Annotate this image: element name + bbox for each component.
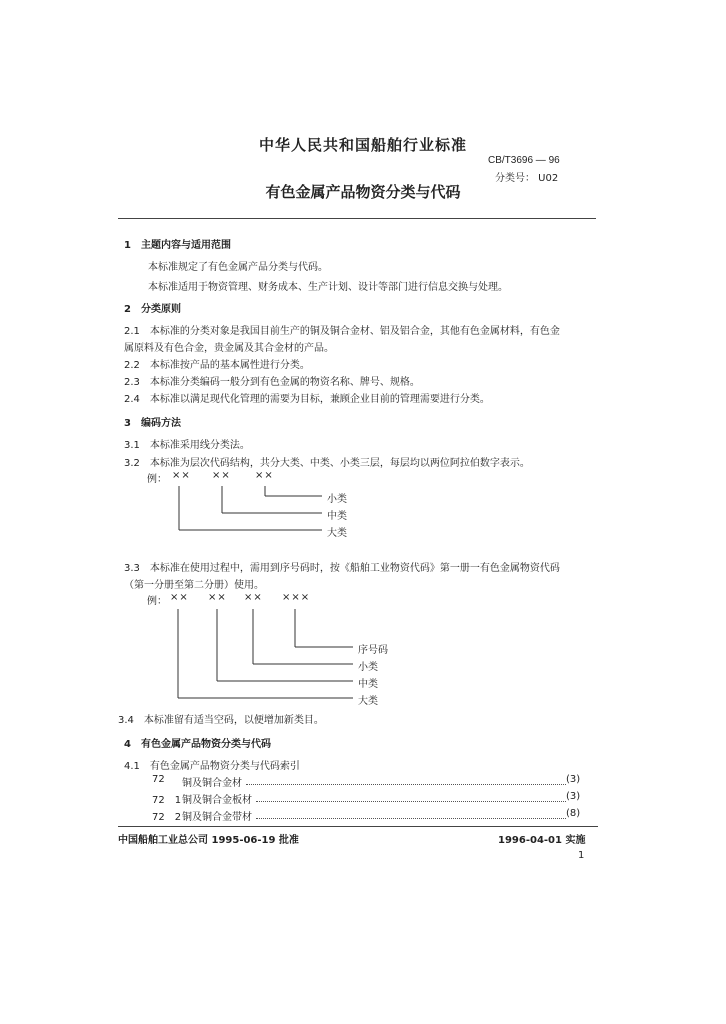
diagram-2-code: ×× xyxy=(244,592,263,603)
index-row-code: 72 2 xyxy=(152,812,182,823)
index-row-leader xyxy=(246,784,566,785)
section-1-paragraph: 本标准规定了有色金属产品分类与代码。 xyxy=(148,262,328,273)
section-2-paragraph: 属原料及有色合金，贵金属及其合金材的产品。 xyxy=(124,343,334,354)
diagram-2-prefix: 例： xyxy=(147,596,167,607)
section-2-paragraph: 2.4 本标准以满足现代化管理的需要为目标，兼顾企业目前的管理需要进行分类。 xyxy=(124,394,490,405)
section-3-paragraph: （第一分册至第二分册）使用。 xyxy=(124,580,264,591)
section-3-paragraph: 3.4 本标准留有适当空码，以便增加新类目。 xyxy=(118,715,324,726)
section-4-heading: 4 有色金属产品物资分类与代码 xyxy=(124,739,271,750)
section-1-heading: 1 主题内容与适用范围 xyxy=(124,240,231,251)
index-row-name: 铜及铜合金板材 xyxy=(182,795,252,806)
standard-code: CB/T3696 — 96 xyxy=(488,155,560,166)
section-2-paragraph: 2.1 本标准的分类对象是我国目前生产的铜及铜合金材、铝及铝合金，其他有色金属材料，有色金 xyxy=(124,326,560,337)
index-row-name: 铜及铜合金带材 xyxy=(182,812,252,823)
footer-divider xyxy=(118,826,598,827)
index-row-leader xyxy=(256,818,566,819)
section-2-heading: 2 分类原则 xyxy=(124,304,181,315)
diagram-2-code: ×× xyxy=(170,592,189,603)
section-2-paragraph: 2.3 本标准分类编码一般分到有色金属的物资名称、牌号、规格。 xyxy=(124,377,420,388)
diagram-1-code: ×× xyxy=(172,470,191,481)
diagram-2-label: 小类 xyxy=(358,662,378,673)
diagram-1-code: ×× xyxy=(212,470,231,481)
section-1-paragraph: 本标准适用于物资管理、财务成本、生产计划、设计等部门进行信息交换与处理。 xyxy=(148,282,508,293)
index-row-page: (3) xyxy=(566,791,581,802)
page-number: 1 xyxy=(578,850,585,861)
section-3-paragraph: 3.3 本标准在使用过程中，需用到序号码时，按《船舶工业物资代码》第一册一有色金属物资代码 xyxy=(124,563,560,574)
diagram-1-code: ×× xyxy=(255,470,274,481)
standard-title: 中华人民共和国船舶行业标准 xyxy=(258,136,467,154)
classification-code: 分类号： U02 xyxy=(495,173,559,184)
implementation-date: 1996-04-01 实施 xyxy=(498,835,586,846)
diagram-2-label: 中类 xyxy=(358,679,378,690)
index-row-page: (3) xyxy=(566,774,581,785)
section-4-paragraph: 4.1 有色金属产品物资分类与代码索引 xyxy=(124,761,300,772)
index-row-leader xyxy=(256,801,566,802)
diagram-2-code: ×× xyxy=(208,592,227,603)
approval-info: 中国船舶工业总公司 1995-06-19 批准 xyxy=(118,835,299,846)
document-subtitle: 有色金属产品物资分类与代码 xyxy=(265,183,461,201)
index-row-code: 72 1 xyxy=(152,795,182,806)
section-3-heading: 3 编码方法 xyxy=(124,418,181,429)
index-row-name: 铜及铜合金材 xyxy=(182,778,242,789)
diagram-2-code: ××× xyxy=(282,592,311,603)
diagram-1-label: 小类 xyxy=(327,494,347,505)
index-row-page: (8) xyxy=(566,808,581,819)
index-row-code: 72 xyxy=(152,774,165,785)
diagram-1-label: 大类 xyxy=(327,528,347,539)
diagram-2-label: 序号码 xyxy=(358,645,388,656)
diagram-2-label: 大类 xyxy=(358,696,378,707)
section-2-paragraph: 2.2 本标准按产品的基本属性进行分类。 xyxy=(124,360,310,371)
diagram-1-label: 中类 xyxy=(327,511,347,522)
diagram-1-prefix: 例： xyxy=(147,474,167,485)
section-3-paragraph: 3.2 本标准为层次代码结构，共分大类、中类、小类三层，每层均以两位阿拉伯数字表示。 xyxy=(124,458,530,469)
section-3-paragraph: 3.1 本标准采用线分类法。 xyxy=(124,440,250,451)
